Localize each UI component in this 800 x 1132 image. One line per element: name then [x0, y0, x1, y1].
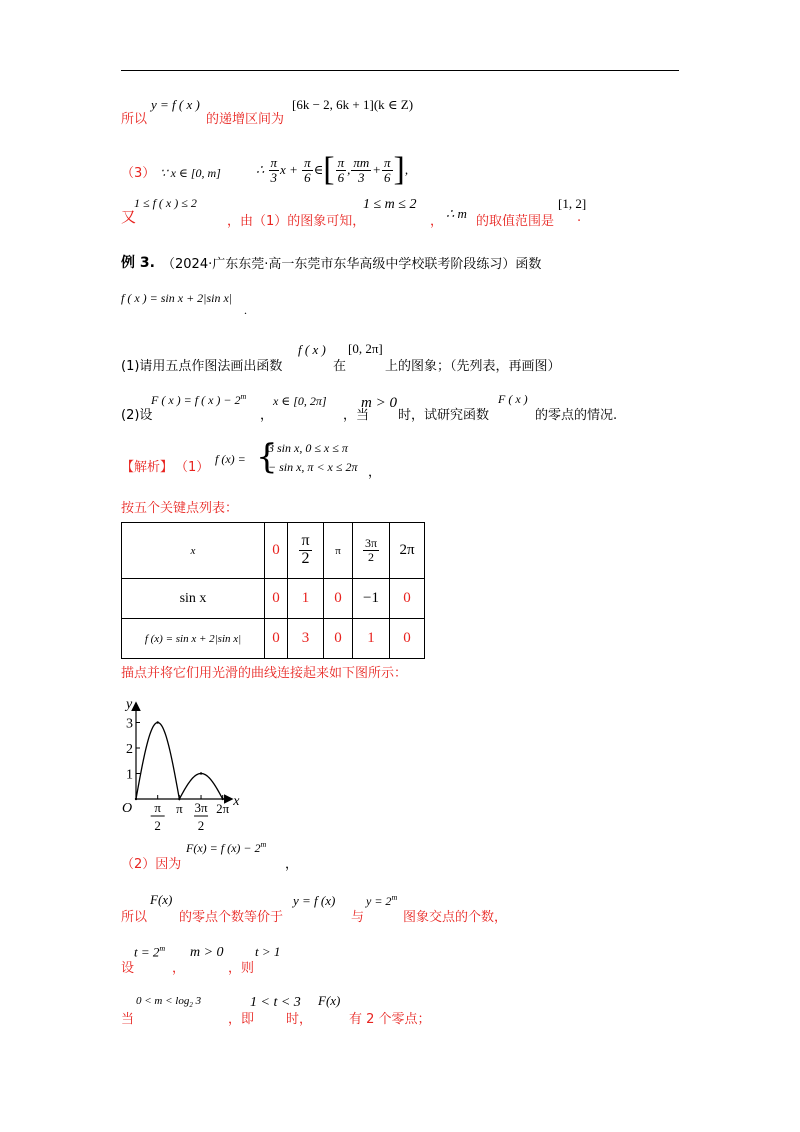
- p4-result: t > 1: [255, 944, 281, 959]
- analysis-tail: ，: [368, 464, 382, 479]
- p3-text4: [403, 906, 507, 925]
- p5-F: F(x): [318, 993, 341, 1008]
- frac-pi-3: π: [337, 154, 345, 170]
- p4-text1: 设: [121, 961, 135, 976]
- part2-eq: [186, 840, 266, 856]
- question1-text1: (1)请用五点作图法画出函数: [121, 359, 283, 374]
- function-period: .: [244, 303, 247, 317]
- key-point: [135, 798, 137, 800]
- part3-condition: ∵ x ∈ [0, m]: [160, 166, 221, 180]
- p3-exp: m: [391, 893, 398, 902]
- line1-prefix: 所以: [121, 112, 148, 127]
- p5-cond-tail: 3: [192, 995, 202, 1007]
- analysis-tag: 【解析】: [121, 460, 174, 475]
- line3-you: 又: [121, 208, 137, 226]
- cell-f-0: 0: [265, 619, 288, 659]
- p5-sub: 2: [189, 1001, 193, 1010]
- in-symbol: ∈: [313, 162, 324, 177]
- cell-sin-3: −1: [353, 579, 390, 619]
- plot-intro: 描点并将它们用光滑的曲线连接起来如下图所示：: [121, 666, 408, 681]
- frac-3-2: 3: [358, 169, 365, 185]
- left-bracket: [: [323, 151, 335, 188]
- analysis-case2: − sin x, π < x ≤ 2π: [268, 460, 358, 474]
- cell-sin-2: 0: [324, 579, 353, 619]
- line1-expr: y = f ( x ): [151, 97, 200, 112]
- line3-ineq: 1 ≤ f ( x ) ≤ 2: [134, 196, 197, 210]
- x-tick-label-num: 3π: [194, 800, 208, 815]
- question1-text3: 上的图象；（先列表，再画图）: [385, 359, 561, 374]
- question2-F: [151, 392, 246, 408]
- cell-x-pi: π: [324, 523, 353, 579]
- frac-pi-2: π: [304, 154, 311, 170]
- table-row: [122, 579, 425, 619]
- part3-number: （3）: [121, 166, 156, 181]
- cell-f-2: 0: [324, 619, 353, 659]
- cell-f-4: 0: [390, 619, 425, 659]
- question2-text1: (2)设: [121, 408, 153, 423]
- p5-text3: 时，: [286, 1012, 313, 1027]
- p4-m: m > 0: [190, 945, 224, 960]
- piecewise-brace: {: [256, 437, 278, 477]
- key-point: [200, 772, 202, 774]
- cell-f-1: 3: [288, 619, 324, 659]
- row-head-f: f (x) = sin x + 2|sin x|: [122, 619, 265, 659]
- line3-text3: 的取值范围是: [476, 214, 555, 229]
- line3-answer: [1, 2]: [558, 196, 587, 211]
- function-definition: f ( x ) = sin x + 2|sin x|: [121, 291, 233, 305]
- analysis-case1: 3 sin x, 0 ≤ x ≤ π: [268, 441, 348, 455]
- table-row: [122, 523, 425, 579]
- cell-sin-1: 1: [288, 579, 324, 619]
- frac-3: 3: [270, 169, 278, 185]
- cell-2: 2: [301, 550, 310, 567]
- p5-cond: [136, 995, 201, 1009]
- right-bracket: ]: [393, 151, 405, 188]
- p4-t: [134, 944, 165, 960]
- p4-t-body: t = 2: [134, 944, 160, 960]
- cell-pi: π: [301, 532, 310, 550]
- x-tick-label-num: π: [154, 800, 161, 815]
- question2-comma: ，: [260, 408, 274, 423]
- p3-y1: y = f (x): [293, 893, 336, 908]
- frac-6-2: 6: [337, 169, 345, 185]
- function-graph: [112, 684, 342, 834]
- row-head-x: x: [122, 523, 265, 579]
- line3-m-range: 1 ≤ m ≤ 2: [363, 197, 417, 212]
- x-tick-label: π: [176, 801, 183, 816]
- p3-text2: 的零点个数等价于: [179, 910, 284, 925]
- p3-text1: 所以: [121, 910, 148, 925]
- p3-F: F(x): [150, 892, 173, 907]
- p5-text4: 有 2 个零点；: [349, 1012, 431, 1027]
- line1-interval: [6k − 2, 6k + 1](k ∈ Z): [292, 97, 414, 112]
- cell-3pi: 3π: [364, 536, 378, 551]
- part2-text: （2）因为: [121, 857, 182, 872]
- cell-f-3: 1: [353, 619, 390, 659]
- p3-text4-span: 图象交点的个数，: [403, 910, 508, 925]
- p3-y2-body: y = 2: [366, 894, 392, 908]
- question2-F-body: F ( x ) = f ( x ) − 2: [151, 393, 241, 407]
- line3-text1: ，由（1）的图象可知，: [227, 214, 366, 229]
- p4-comma: ，: [172, 961, 186, 976]
- question1-interval: [0, 2π]: [348, 341, 383, 356]
- cell-sin-0: 0: [265, 579, 288, 619]
- y-tick-label: 1: [126, 767, 133, 783]
- plus-sign: +: [289, 162, 298, 177]
- example-label: 例 3.: [121, 255, 155, 271]
- p3-text3: 与: [351, 910, 365, 925]
- question2-text4: 的零点的情况.: [535, 408, 618, 423]
- cell-2b: 2: [368, 550, 374, 564]
- line3-comma: ，: [430, 214, 444, 229]
- x-axis-label: x: [233, 794, 240, 809]
- example-source: （2024·广东东莞·高一东莞市东华高级中学校联考阶段练习）函数: [162, 257, 542, 272]
- frac-pi-4: π: [384, 154, 391, 170]
- question2-Fx: F ( x ): [498, 392, 528, 406]
- x-tick-label: 2π: [216, 801, 230, 816]
- function-curve: [136, 723, 223, 800]
- question2-cond: x ∈ [0, 2π]: [273, 394, 327, 408]
- origin-label: O: [122, 801, 133, 816]
- p5-text2: ，即: [228, 1012, 255, 1027]
- part3-expression: [256, 151, 408, 189]
- row-head-sin: sin x: [122, 579, 265, 619]
- question1-f: f ( x ): [298, 342, 326, 357]
- p4-then: ，则: [228, 961, 255, 976]
- y-axis-label: y: [126, 696, 133, 712]
- question2-text3: 时，试研究函数: [398, 408, 490, 423]
- p5-result: 1 < t < 3: [250, 995, 301, 1010]
- line3-therefore-m: ∴ m: [446, 206, 467, 221]
- y-tick-label: 2: [126, 742, 133, 757]
- cell-x-pi-half: [288, 523, 324, 579]
- plus-sign-2: +: [372, 162, 382, 177]
- var-x: x: [280, 162, 286, 177]
- p3-y2: [366, 893, 397, 909]
- p5-text1: 当: [121, 1012, 135, 1027]
- trailing-comma: ,: [404, 162, 409, 177]
- key-point: [156, 721, 158, 723]
- comma: ,: [347, 162, 351, 177]
- cell-x-2pi: 2π: [390, 523, 425, 579]
- analysis-number: （1）: [175, 460, 210, 475]
- frac-pim: πm: [353, 154, 370, 170]
- table-row: [122, 619, 425, 659]
- analysis-lhs: f (x) =: [215, 452, 246, 466]
- part2-eq-body: F(x) = f (x) − 2: [186, 841, 261, 855]
- cell-sin-4: 0: [390, 579, 425, 619]
- x-tick-label-den: 2: [197, 818, 205, 833]
- key-points-table: [121, 522, 425, 659]
- part2-tail: ，: [285, 856, 299, 871]
- question2-exp: m: [240, 392, 247, 401]
- x-tick-label-den: 2: [154, 818, 161, 833]
- frac-pi: π: [270, 154, 278, 170]
- cell-x-3pi-half: [353, 523, 390, 579]
- part2-exp: m: [260, 840, 267, 849]
- cell-x-0: 0: [265, 523, 288, 579]
- question2-m: m > 0: [361, 395, 397, 411]
- therefore-symbol: ∴: [256, 162, 265, 177]
- line1-mid: 的递增区间为: [206, 112, 285, 127]
- question2-text2: ，当: [343, 408, 370, 423]
- y-tick-label: 3: [126, 716, 133, 732]
- question1-text2: 在: [333, 359, 347, 374]
- frac-6: 6: [304, 169, 311, 185]
- p4-exp: m: [159, 944, 166, 953]
- line3-period: .: [577, 210, 582, 225]
- table-intro: 按五个关键点列表：: [121, 501, 239, 516]
- frac-6-3: 6: [384, 169, 391, 185]
- p5-cond-body: 0 < m < log: [136, 995, 190, 1007]
- header-rule: [121, 70, 679, 71]
